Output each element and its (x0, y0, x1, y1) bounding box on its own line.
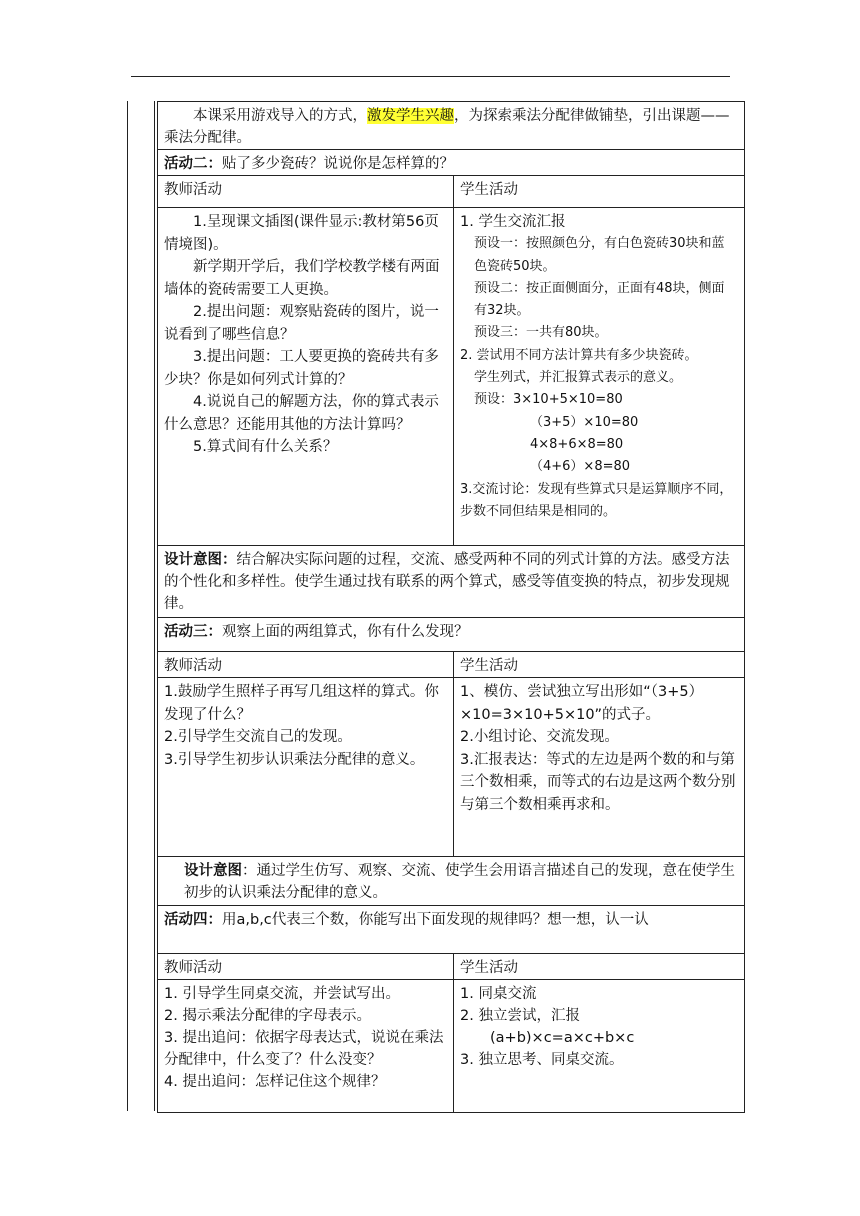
activity4-label: 活动四： (164, 912, 222, 928)
activity4-title: 用a,b,c代表三个数，你能写出下面发现的规律吗？想一想，认一认 (222, 912, 649, 928)
activity3-student-cell (454, 678, 742, 856)
student-item: 1. 学生交流汇报 (460, 214, 566, 230)
student-item: 3. 独立思考、同桌交流。 (460, 1052, 624, 1068)
student-item: 学生列式，并汇报算式表示的意义。 (474, 370, 683, 386)
teacher-item: 3.引导学生初步认识乘法分配律的意义。 (164, 751, 425, 768)
student-item: 1、模仿、尝试独立写出形如“（3+5）×10=3×10+5×10”的式子。 (460, 684, 704, 723)
lesson-plan-table (157, 101, 745, 1113)
teacher-item: 新学期开学后，我们学校教学楼有两面墙体的瓷砖需要工人更换。 (164, 259, 440, 298)
activity4-content-row (158, 979, 744, 1113)
formula: (a+b)×c=a×c+b×c (490, 1030, 635, 1046)
teacher-item: 3. 提出追问：依据字母表达式，说说在乘法分配律中，什么变了？什么没变？ (164, 1030, 444, 1068)
intro-pre: 本课采用游戏导入的方式， (193, 108, 367, 124)
design-label: 设计意图 (184, 863, 242, 879)
teacher-item: 2.提出问题：观察贴瓷砖的图片，说一说看到了哪些信息？ (164, 304, 439, 343)
student-item: 2. 独立尝试，汇报 (460, 1008, 580, 1024)
activity2-design-row (158, 545, 744, 617)
student-activity-header: 学生活动 (460, 182, 518, 198)
intro-cell (158, 101, 744, 149)
design-label: 设计意图： (164, 552, 237, 568)
activity3-title-row (158, 617, 744, 651)
student-item: 2. 尝试用不同方法计算共有多少块瓷砖。 (460, 347, 698, 363)
teacher-item: 1.鼓励学生照样子再写几组这样的算式。你发现了什么？ (164, 684, 439, 723)
activity4-title-row (158, 905, 744, 953)
teacher-activity-header: 教师活动 (158, 954, 454, 979)
student-item: （3+5）×10=80 (530, 414, 639, 430)
student-item: 3.交流讨论：发现有些算式只是运算顺序不同，步数不同但结果是相同的。 (460, 481, 733, 519)
activity4-teacher-cell (158, 980, 454, 1112)
teacher-item: 4.说说自己的解题方法，你的算式表示什么意思？还能用其他的方法计算吗？ (164, 394, 439, 433)
teacher-item: 1. 引导学生同桌交流，并尝试写出。 (164, 986, 400, 1002)
activity3-content-row (158, 677, 744, 856)
activity2-label: 活动二： (164, 156, 222, 172)
activity2-header-row (158, 175, 744, 207)
teacher-activity-header: 教师活动 (158, 176, 454, 207)
student-activity-header: 学生活动 (460, 658, 518, 674)
design-text: 结合解决实际问题的过程，交流、感受两种不同的列式计算的方法。感受方法的个性化和多样性。使学生通过找有联系的两个算式，感受等值变换的特点，初步发现规律。 (164, 552, 730, 612)
teacher-item: 2. 揭示乘法分配律的字母表示。 (164, 1008, 371, 1024)
activity4-header-row (158, 953, 744, 979)
activity3-label: 活动三： (164, 624, 222, 640)
outer-border (127, 101, 128, 1111)
student-item: 2.小组讨论、交流发现。 (460, 729, 619, 745)
activity3-design-row (158, 856, 744, 905)
design-text: ：通过学生仿写、观察、交流、使学生会用语言描述自己的发现，意在使学生初步的认识乘法分配律的意义。 (184, 863, 735, 901)
teacher-activity-header: 教师活动 (158, 652, 454, 677)
header-rule (131, 76, 730, 77)
teacher-item: 5.算式间有什么关系？ (193, 439, 338, 455)
activity3-title: 观察上面的两组算式，你有什么发现？ (222, 624, 469, 640)
teacher-item: 2.引导学生交流自己的发现。 (164, 729, 352, 745)
teacher-item: 4. 提出追问：怎样记住这个规律？ (164, 1074, 386, 1090)
activity4-student-cell (454, 980, 742, 1112)
student-item: （4+6）×8=80 (530, 459, 631, 475)
activity2-content-row (158, 207, 744, 545)
student-item: 4×8+6×8=80 (530, 436, 624, 452)
teacher-item: 3.提出问题：工人要更换的瓷砖共有多少块？你是如何列式计算的？ (164, 349, 439, 388)
teacher-item: 1.呈现课文插图(课件显示:教材第56页情境图)。 (164, 214, 439, 253)
intro-highlight: 激发学生兴趣 (367, 108, 454, 124)
student-item: 预设二：按正面侧面分，正面有48块，侧面有32块。 (474, 280, 725, 319)
student-item: 3.汇报表达：等式的左边是两个数的和与第三个数相乘，而等式的右边是这两个数分别与第三个数相乘再求和。 (460, 751, 736, 813)
student-item: 预设三：一共有80块。 (474, 325, 608, 341)
intro-post: ，为探索乘法分配律做铺垫，引出课题——乘法分配律。 (164, 108, 730, 146)
activity3-teacher-cell (158, 678, 454, 856)
activity2-student-cell (454, 208, 742, 545)
activity2-title-row (158, 149, 744, 175)
student-item: 1. 同桌交流 (460, 986, 537, 1002)
activity2-teacher-cell (158, 208, 454, 545)
activity3-header-row (158, 651, 744, 677)
activity2-title: 贴了多少瓷砖？说说你是怎样算的？ (222, 156, 454, 172)
student-item: 预设：3×10+5×10=80 (474, 392, 623, 408)
student-item: 预设一：按照颜色分，有白色瓷砖30块和蓝色瓷砖50块。 (474, 236, 725, 274)
student-activity-header: 学生活动 (460, 960, 518, 976)
